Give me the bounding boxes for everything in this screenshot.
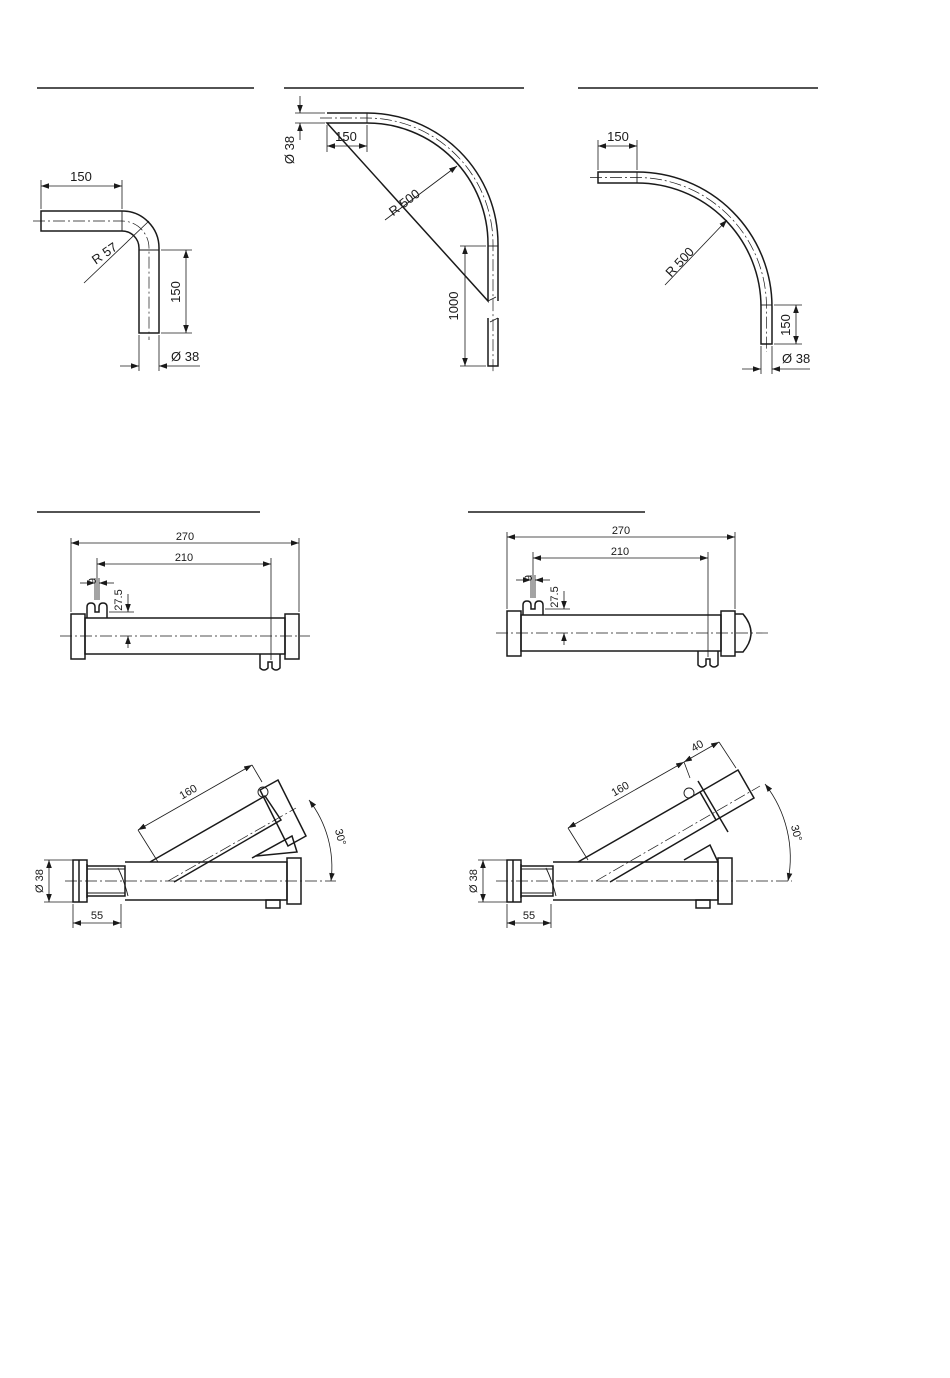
bend-r500-short-drawing xyxy=(590,129,810,374)
dim-branch-length: 160 xyxy=(177,782,200,803)
dim-collar: 40 xyxy=(689,738,706,755)
dim-bend-radius: R 57 xyxy=(88,239,120,268)
dim-slot: 9 xyxy=(87,577,99,585)
dim-diameter: Ø 38 xyxy=(782,351,811,366)
dim-length-top: 150 xyxy=(70,169,92,184)
dim-angle: 30° xyxy=(331,827,348,847)
dim-offset: 27.5 xyxy=(113,589,125,611)
dim-branch-length: 160 xyxy=(609,779,632,800)
dim-bend-radius: R 500 xyxy=(385,185,423,219)
dim-length-down: 150 xyxy=(168,281,183,303)
y-branch-open-drawing xyxy=(468,738,804,928)
straight-connector-drawing-b xyxy=(496,525,770,667)
elbow-r57-drawing xyxy=(33,169,200,371)
dim-offset: 27.5 xyxy=(549,586,561,608)
bend-r500-long-drawing xyxy=(282,96,498,373)
dim-angle: 30° xyxy=(787,823,804,843)
dim-length-top: 150 xyxy=(607,129,629,144)
straight-connector-drawing-a xyxy=(60,531,310,670)
dim-length-down: 1000 xyxy=(446,291,461,321)
dim-socket: 55 xyxy=(90,910,104,922)
dim-overall: 270 xyxy=(611,525,631,537)
dim-slot: 9 xyxy=(523,574,535,582)
dim-length-top: 150 xyxy=(335,129,357,144)
dim-diameter: Ø 38 xyxy=(171,349,200,364)
dim-diameter: Ø 38 xyxy=(34,869,46,893)
y-branch-flap-drawing xyxy=(34,765,348,928)
dim-spacing: 210 xyxy=(174,552,194,564)
dim-spacing: 210 xyxy=(610,546,630,558)
dim-diameter: Ø 38 xyxy=(282,135,297,165)
dim-overall: 270 xyxy=(175,531,195,543)
dim-bend-radius: R 500 xyxy=(662,244,698,280)
dim-diameter: Ø 38 xyxy=(468,869,480,893)
dim-socket: 55 xyxy=(522,910,536,922)
dim-length-down: 150 xyxy=(778,314,793,336)
